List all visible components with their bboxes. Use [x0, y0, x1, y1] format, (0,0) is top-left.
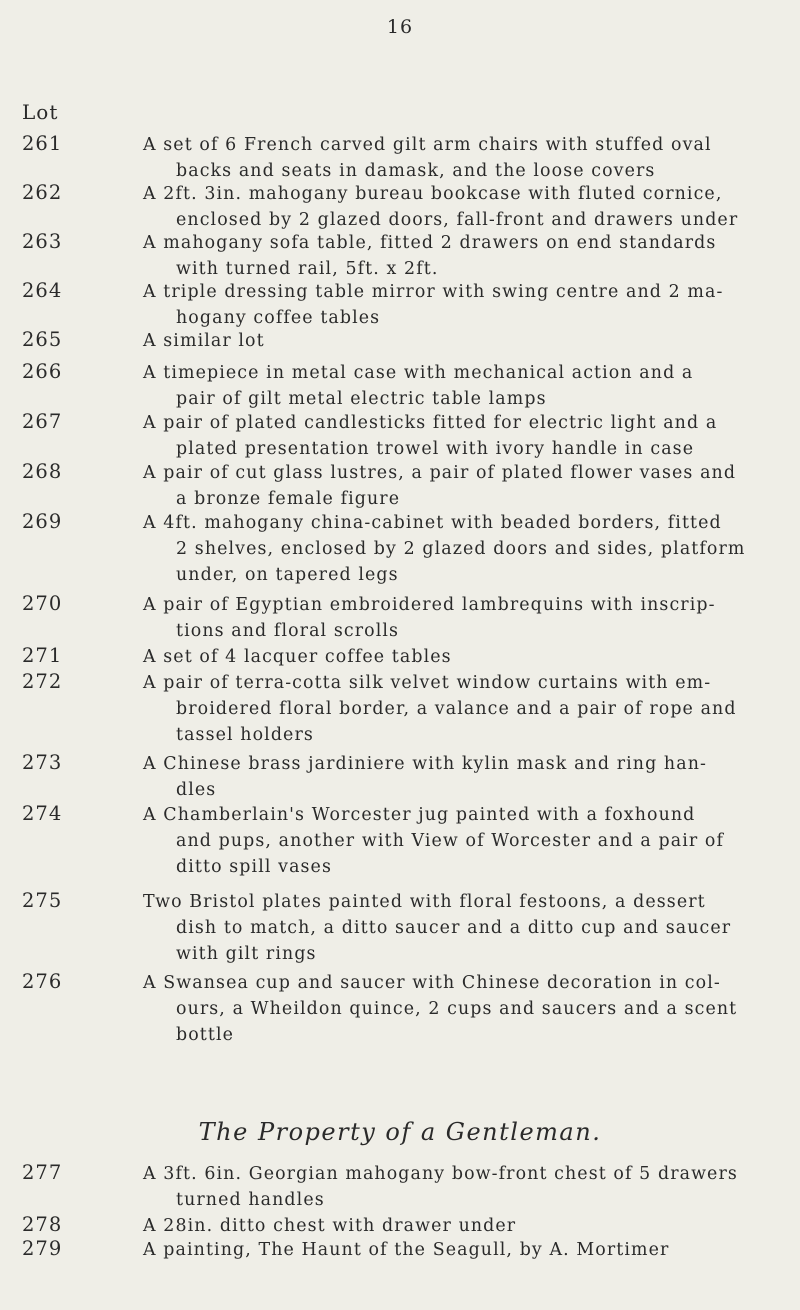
lot-description-line: A pair of plated candlesticks fitted for electric light and a — [143, 413, 718, 433]
lot-description — [143, 644, 793, 670]
lot-number: 269 — [22, 510, 63, 533]
lot-description-line: hogany coffee tables — [176, 308, 381, 328]
lot-description-line: dles — [176, 780, 217, 800]
lot-description-line: pair of gilt metal electric table lamps — [176, 389, 547, 409]
page-number: 16 — [386, 16, 414, 38]
lot-description — [143, 802, 793, 880]
lot-description — [143, 279, 793, 331]
lot-description — [143, 360, 793, 412]
lot-description — [143, 889, 793, 967]
lot-number: 271 — [22, 644, 63, 667]
lot-description — [143, 1213, 793, 1239]
lot-description — [143, 328, 793, 354]
lot-description-line: under, on tapered legs — [176, 565, 399, 585]
lot-description — [143, 670, 793, 748]
lot-description — [143, 970, 793, 1048]
lot-description-line: A similar lot — [143, 331, 265, 351]
lot-description-line: A pair of Egyptian embroidered lambrequins with inscrip- — [143, 595, 716, 615]
lot-description — [143, 181, 793, 233]
lot-number: 273 — [22, 751, 63, 774]
lot-description-line: turned handles — [176, 1190, 325, 1210]
lot-description-line: tassel holders — [176, 725, 314, 745]
lot-description-line: ours, a Wheildon quince, 2 cups and saucers and a scent — [176, 999, 738, 1019]
lot-description-line: A timepiece in metal case with mechanical action and a — [143, 363, 694, 383]
lot-number: 272 — [22, 670, 63, 693]
lot-number: 263 — [22, 230, 63, 253]
lot-description-line: ditto spill vases — [176, 857, 332, 877]
lot-description-line: A pair of terra-cotta silk velvet window curtains with em- — [143, 673, 712, 693]
lot-description-line: A 28in. ditto chest with drawer under — [143, 1216, 517, 1236]
lot-number: 267 — [22, 410, 63, 433]
lot-number: 277 — [22, 1161, 63, 1184]
lot-description-line: A 3ft. 6in. Georgian mahogany bow-front chest of 5 drawers — [143, 1164, 738, 1184]
lot-number: 276 — [22, 970, 63, 993]
lot-number: 261 — [22, 132, 63, 155]
lot-description — [143, 592, 793, 644]
lot-description-line: A 2ft. 3in. mahogany bureau bookcase with fluted cornice, — [143, 184, 723, 204]
lot-description-line: broidered floral border, a valance and a pair of rope and — [176, 699, 737, 719]
lot-description-line: Two Bristol plates painted with floral festoons, a dessert — [143, 892, 706, 912]
lot-number: 268 — [22, 460, 63, 483]
lot-description-line: A set of 4 lacquer coffee tables — [143, 647, 452, 667]
lot-description-line: bottle — [176, 1025, 235, 1045]
section-heading: The Property of a Gentleman. — [198, 1118, 602, 1146]
lot-description-line: plated presentation trowel with ivory handle in case — [176, 439, 695, 459]
lot-description-line: A mahogany sofa table, fitted 2 drawers on end standards — [143, 233, 717, 253]
lot-description — [143, 751, 793, 803]
lot-description-line: enclosed by 2 glazed doors, fall-front and drawers under — [176, 210, 739, 230]
lot-description-line: A Chinese brass jardiniere with kylin mask and ring han- — [143, 754, 707, 774]
lot-description-line: with turned rail, 5ft. x 2ft. — [176, 259, 439, 279]
lot-description — [143, 1161, 793, 1213]
lot-description-line: a bronze female figure — [176, 489, 401, 509]
lot-description-line: A set of 6 French carved gilt arm chairs with stuffed oval — [143, 135, 712, 155]
lot-number: 264 — [22, 279, 63, 302]
lot-number: 265 — [22, 328, 63, 351]
lot-description — [143, 1237, 793, 1263]
lot-description — [143, 230, 793, 282]
lot-number: 278 — [22, 1213, 63, 1236]
lot-description-line: A 4ft. mahogany china-cabinet with beaded borders, fitted — [143, 513, 722, 533]
lot-description — [143, 410, 793, 462]
lot-description-line: A Swansea cup and saucer with Chinese decoration in col- — [143, 973, 721, 993]
lot-description-line: A painting, The Haunt of the Seagull, by A. Mortimer — [143, 1240, 670, 1260]
lot-number: 274 — [22, 802, 63, 825]
lot-description-line: 2 shelves, enclosed by 2 glazed doors and sides, platform — [176, 539, 746, 559]
lot-description-line: A Chamberlain's Worcester jug painted with a foxhound — [143, 805, 696, 825]
lot-description-line: backs and seats in damask, and the loose covers — [176, 161, 656, 181]
lot-description-line: dish to match, a ditto saucer and a ditto cup and saucer — [176, 918, 732, 938]
lot-description — [143, 460, 793, 512]
lot-number: 275 — [22, 889, 63, 912]
lot-number: 279 — [22, 1237, 63, 1260]
lot-number: 262 — [22, 181, 63, 204]
lot-description-line: A pair of cut glass lustres, a pair of plated flower vases and — [143, 463, 737, 483]
lot-description — [143, 510, 793, 588]
lot-description-line: with gilt rings — [176, 944, 317, 964]
lot-description-line: A triple dressing table mirror with swing centre and 2 ma- — [143, 282, 724, 302]
lot-description-line: and pups, another with View of Worcester and a pair of — [176, 831, 725, 851]
lot-column-header: Lot — [22, 100, 59, 124]
lot-number: 266 — [22, 360, 63, 383]
lot-description-line: tions and floral scrolls — [176, 621, 400, 641]
lot-description — [143, 132, 793, 184]
lot-number: 270 — [22, 592, 63, 615]
